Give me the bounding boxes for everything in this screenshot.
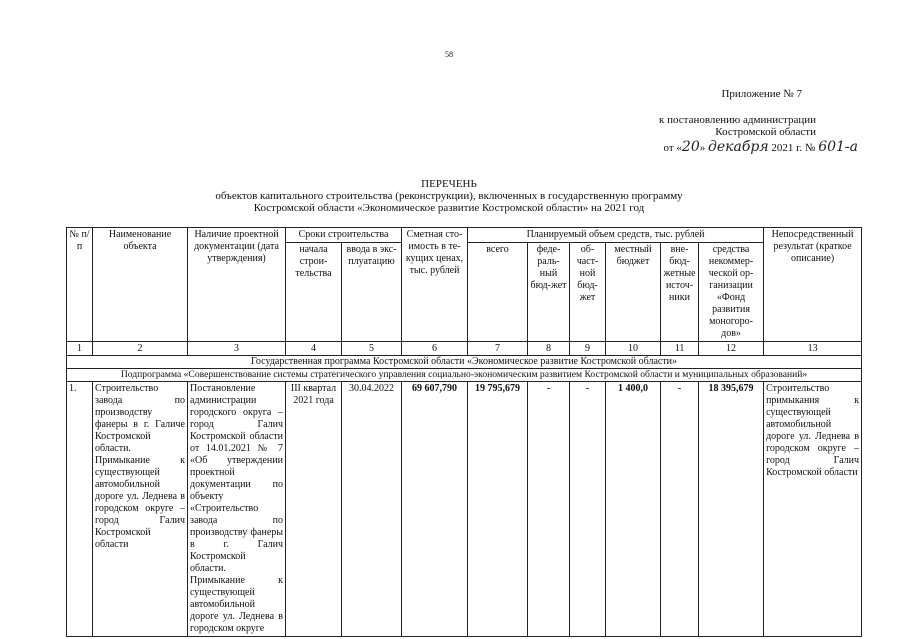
header-funding: Планируемый объем средств, тыс. рублей bbox=[468, 228, 764, 243]
column-number: 5 bbox=[342, 342, 402, 356]
appendix-title: Приложение № 7 bbox=[721, 88, 802, 100]
row-num: 1. bbox=[67, 382, 93, 637]
handwritten-number: 601-а bbox=[818, 139, 858, 155]
date-prefix: от « bbox=[663, 142, 682, 154]
title-line-2: объектов капитального строительства (реконструкции), включенных в государственную программу bbox=[215, 190, 683, 202]
objects-table bbox=[66, 227, 862, 637]
header-cost: Сметная сто-имость в те-кущих ценах, тыс. рублей bbox=[402, 228, 468, 342]
date-year: 2021 г. № bbox=[768, 142, 819, 154]
column-number: 12 bbox=[699, 342, 764, 356]
row-cost: 69 607,790 bbox=[402, 382, 468, 637]
page-number: 58 bbox=[445, 50, 453, 59]
date-mid: » bbox=[699, 142, 708, 154]
column-number: 11 bbox=[661, 342, 699, 356]
header-row-1 bbox=[67, 228, 862, 243]
program-row bbox=[67, 356, 862, 369]
row-name: Строительство завода по производству фанеры в г. Галиче Костромской области. Примыкание к существующей автомобильной дороге ул. Леднева в городском округе – город Галич Костромской области bbox=[93, 382, 188, 637]
header-num: № п/п bbox=[67, 228, 93, 342]
column-number: 8 bbox=[528, 342, 570, 356]
appendix-line-2: Костромской области bbox=[715, 126, 816, 138]
column-number: 9 bbox=[570, 342, 606, 356]
column-number: 3 bbox=[188, 342, 286, 356]
row-start: III квартал 2021 года bbox=[286, 382, 342, 637]
header-commission: ввода в экс-плуатацию bbox=[342, 243, 402, 342]
header-regional: об-част-ной бюд-жет bbox=[570, 243, 606, 342]
column-number: 6 bbox=[402, 342, 468, 356]
header-name: Наименование объекта bbox=[93, 228, 188, 342]
row-result: Строительство примыкания к существующей автомобильной дороге ул. Леднева в городском округе – город Галич Костромской области bbox=[764, 382, 862, 637]
header-extra: вне-бюд-жетные источ-ники bbox=[661, 243, 699, 342]
column-number: 13 bbox=[764, 342, 862, 356]
header-terms: Сроки строительства bbox=[286, 228, 402, 243]
header-result: Непосредственный результат (краткое описание) bbox=[764, 228, 862, 342]
handwritten-day: 20 bbox=[681, 139, 700, 155]
row-regional: - bbox=[570, 382, 606, 637]
handwritten-month: декабря bbox=[708, 139, 769, 155]
column-numbers-row bbox=[67, 342, 862, 356]
header-fund: средства некоммер-ческой ор-ганизации «Фонд развития моногоро-дов» bbox=[699, 243, 764, 342]
title-line-1: ПЕРЕЧЕНЬ bbox=[421, 178, 477, 190]
header-total: всего bbox=[468, 243, 528, 342]
subprogram-title: Подпрограмма «Совершенствование системы стратегического управления социально-экономическим развитием Костромской области и муниципальных образований» bbox=[67, 369, 862, 382]
table-row bbox=[67, 382, 862, 637]
subprogram-row bbox=[67, 369, 862, 382]
row-federal: - bbox=[528, 382, 570, 637]
row-docs: Постановление администрации городского округа – город Галич Костромской области от 14.01.2021 № 7 «Об утверждении проектной документации по объекту «Строительство завода по производству фанеры в г. Галич Костромской области. Примыкание к существующей автомобильной дороге ул. Леднева в городском округе bbox=[188, 382, 286, 637]
row-extra: - bbox=[661, 382, 699, 637]
column-number: 7 bbox=[468, 342, 528, 356]
appendix-reference bbox=[659, 114, 816, 138]
document-title bbox=[0, 178, 898, 214]
appendix-date-line bbox=[664, 139, 859, 155]
program-title: Государственная программа Костромской области «Экономическое развитие Костромской области» bbox=[67, 356, 862, 369]
header-federal: феде-раль-ный бюд-жет bbox=[528, 243, 570, 342]
row-commission: 30.04.2022 bbox=[342, 382, 402, 637]
header-docs: Наличие проектной документации (дата утверждения) bbox=[188, 228, 286, 342]
row-fund: 18 395,679 bbox=[699, 382, 764, 637]
column-number: 10 bbox=[606, 342, 661, 356]
header-start: начала строи-тельства bbox=[286, 243, 342, 342]
column-number: 2 bbox=[93, 342, 188, 356]
column-number: 1 bbox=[67, 342, 93, 356]
row-local: 1 400,0 bbox=[606, 382, 661, 637]
appendix-line-1: к постановлению администрации bbox=[659, 114, 816, 126]
title-line-3: Костромской области «Экономическое развитие Костромской области» на 2021 год bbox=[253, 202, 645, 214]
header-local: местный бюджет bbox=[606, 243, 661, 342]
column-number: 4 bbox=[286, 342, 342, 356]
row-total: 19 795,679 bbox=[468, 382, 528, 637]
